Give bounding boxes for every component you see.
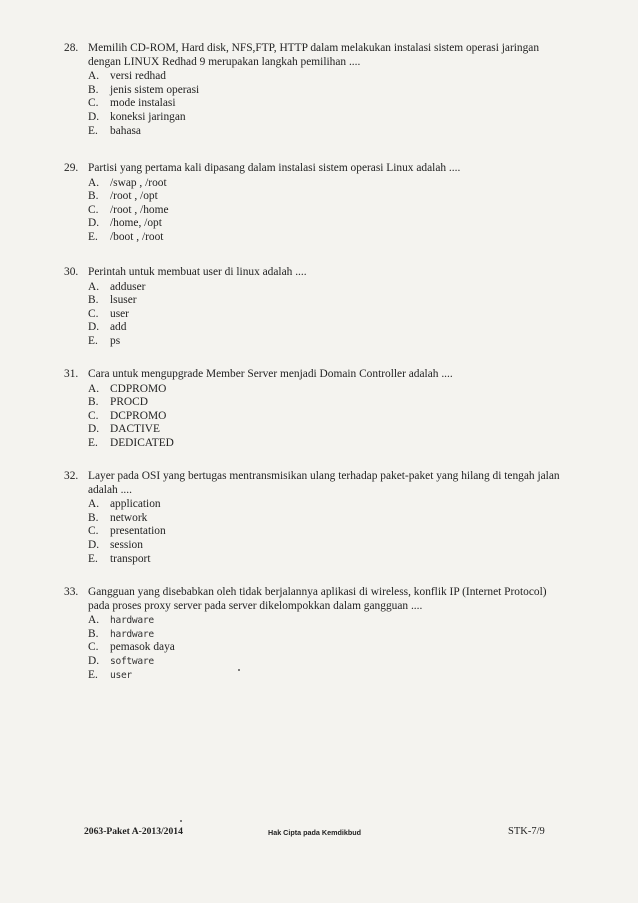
option-text: koneksi jaringan [110,110,186,123]
option-e [88,335,564,349]
option-text: DACTIVE [110,423,160,436]
option-letter: B. [88,511,99,524]
option-d [88,111,564,125]
option-letter: D. [88,423,100,436]
option-text: user [110,307,129,320]
option-letter: C. [88,525,99,538]
option-letter: E. [88,552,98,565]
question-number: 31. [64,368,79,380]
option-list [88,177,564,245]
option-list [88,383,564,451]
option-text: /home, /opt [110,217,162,230]
option-letter: D. [88,110,100,123]
option-text: /root , /opt [110,190,158,203]
option-a [88,70,564,84]
question-text: Layer pada OSI yang bertugas mentransmisikan ulang terhadap paket-paket yang hilang di tengah jalan adalah .... [88,470,560,496]
option-letter: E. [88,436,98,449]
question-number: 33. [64,586,79,598]
option-c [88,97,564,111]
option-letter: C. [88,203,99,216]
question-number: 30. [64,266,79,278]
footer-copyright: Hak Cipta pada Kemdikbud [268,828,362,837]
option-a [88,177,564,191]
option-list [88,498,564,566]
option-e [88,125,564,139]
option-letter: A. [88,614,100,627]
option-text: session [110,538,143,551]
option-letter: B. [88,83,99,96]
option-text: /boot , /root [110,230,164,243]
question-32 [64,470,564,566]
option-d [88,321,564,335]
option-text: adduser [110,280,146,293]
option-text: versi redhad [110,70,166,83]
option-e [88,231,564,245]
stray-ink-dot [238,669,240,671]
option-b [88,512,564,526]
option-b [88,628,564,642]
option-text: transport [110,552,151,565]
option-letter: C. [88,307,99,320]
option-letter: B. [88,396,99,409]
footer-paket: 2063-Paket A-2013/2014 [84,826,183,837]
option-text: application [110,498,161,511]
option-b [88,84,564,98]
option-b [88,396,564,410]
option-text: DCPROMO [110,409,167,422]
option-list [88,281,564,349]
option-text: /root , /home [110,203,169,216]
option-text-handwritten: software [110,655,154,667]
question-30 [64,266,564,349]
option-letter: E. [88,334,98,347]
option-letter: A. [88,280,100,293]
question-number: 29. [64,162,79,174]
option-b [88,294,564,308]
option-letter: C. [88,97,99,110]
option-c [88,204,564,218]
option-text: ps [110,334,121,347]
option-letter: E. [88,668,98,681]
option-c [88,525,564,539]
question-28 [64,42,564,138]
footer-page-number: STK-7/9 [508,826,545,837]
option-text: /swap , /root [110,176,167,189]
option-text-handwritten: hardware [110,615,154,627]
stray-ink-dot [180,820,182,822]
option-a [88,281,564,295]
option-d [88,423,564,437]
option-e [88,669,564,683]
option-text: add [110,321,127,334]
question-number: 32. [64,470,79,482]
option-e [88,437,564,451]
question-33 [64,586,564,682]
option-text-handwritten: hardware [110,628,154,640]
option-a [88,614,564,628]
option-a [88,498,564,512]
option-text: pemasok daya [110,641,175,654]
option-d [88,539,564,553]
option-d [88,655,564,669]
question-29 [64,162,564,245]
option-text: jenis sistem operasi [110,83,200,96]
question-text: Partisi yang pertama kali dipasang dalam instalasi sistem operasi Linux adalah .... [88,162,461,174]
option-letter: D. [88,217,100,230]
option-letter: E. [88,124,98,137]
option-letter: A. [88,382,100,395]
option-list [88,614,564,682]
option-letter: D. [88,654,100,667]
option-d [88,217,564,231]
option-text-handwritten: user [110,669,132,681]
option-c [88,641,564,655]
option-letter: A. [88,70,100,83]
question-text: Perintah untuk membuat user di linux adalah .... [88,266,307,278]
option-letter: A. [88,498,100,511]
option-text: PROCD [110,396,148,409]
option-a [88,383,564,397]
option-text: mode instalasi [110,97,176,110]
question-text: Cara untuk mengupgrade Member Server menjadi Domain Controller adalah .... [88,368,453,380]
option-text: bahasa [110,124,141,137]
option-text: lsuser [110,294,137,307]
option-text: presentation [110,525,166,538]
option-b [88,190,564,204]
option-e [88,553,564,567]
option-list [88,70,564,138]
option-letter: C. [88,641,99,654]
question-text: Gangguan yang disebabkan oleh tidak berjalannya aplikasi di wireless, konflik IP (Internet Protocol) pada proses proxy server pada server dikelompokkan dalam gangguan .... [88,586,547,612]
option-c [88,308,564,322]
option-letter: B. [88,627,99,640]
option-letter: D. [88,321,100,334]
option-c [88,410,564,424]
option-letter: D. [88,538,100,551]
option-text: DEDICATED [110,436,174,449]
option-letter: C. [88,409,99,422]
option-letter: B. [88,190,99,203]
question-31 [64,368,564,451]
option-letter: A. [88,176,100,189]
option-letter: B. [88,294,99,307]
question-text: Memilih CD-ROM, Hard disk, NFS,FTP, HTTP dalam melakukan instalasi sistem operasi jaringan dengan LINUX Redhad 9 merupakan langkah pemilihan .... [88,42,540,68]
option-text: CDPROMO [110,382,167,395]
question-number: 28. [64,42,79,54]
option-letter: E. [88,230,98,243]
option-text: network [110,511,148,524]
